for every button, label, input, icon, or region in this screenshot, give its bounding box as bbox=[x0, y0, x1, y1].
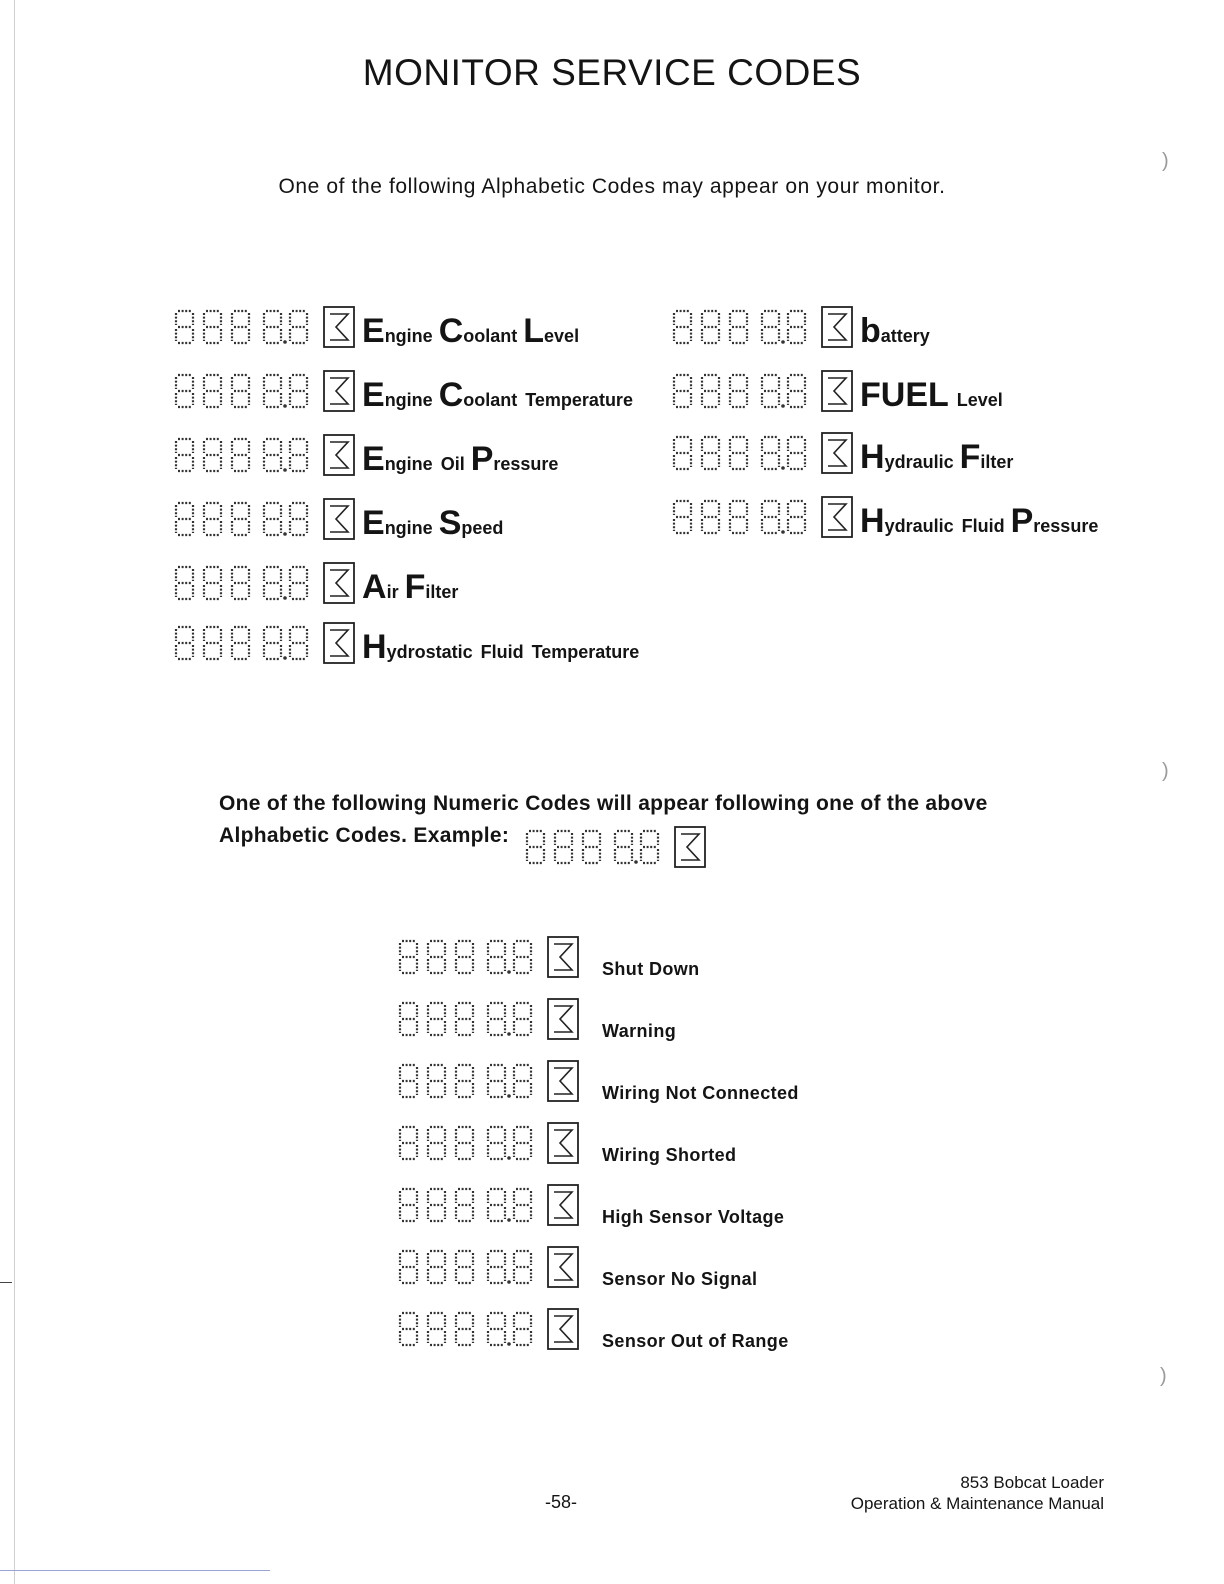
label-text: oolant bbox=[463, 326, 518, 346]
lcd-display-icon bbox=[396, 1246, 582, 1288]
numeric-code-row bbox=[396, 1244, 757, 1288]
label-text: oolant bbox=[463, 390, 518, 410]
label-text: ngine bbox=[384, 390, 433, 410]
scan-bottom-line bbox=[0, 1570, 270, 1571]
lcd-display-icon bbox=[670, 370, 856, 412]
lcd-display-icon bbox=[670, 306, 856, 348]
label-text: Oil bbox=[440, 454, 465, 474]
label-text: ngine bbox=[384, 326, 433, 346]
numeric-intro bbox=[219, 788, 988, 852]
page-title: MONITOR SERVICE CODES bbox=[362, 52, 862, 93]
code-label bbox=[860, 504, 1098, 538]
label-initial: C bbox=[438, 312, 464, 350]
label-text: ressure bbox=[1033, 516, 1099, 536]
label-text: ilter bbox=[980, 452, 1014, 472]
label-initial: P bbox=[470, 440, 494, 478]
manual-title-line-2: Operation & Maintenance Manual bbox=[850, 1494, 1104, 1513]
margin-tick bbox=[0, 1282, 12, 1283]
lcd-display-icon bbox=[172, 498, 358, 540]
label-text: evel bbox=[544, 326, 580, 346]
code-row bbox=[172, 560, 458, 604]
code-row bbox=[172, 496, 503, 540]
numeric-code-label: Sensor No Signal bbox=[602, 1269, 758, 1289]
lcd-display-icon bbox=[396, 936, 582, 978]
label-initial: H bbox=[860, 502, 885, 540]
numeric-code-label: High Sensor Voltage bbox=[602, 1207, 785, 1227]
code-row bbox=[670, 494, 1098, 538]
label-initial: L bbox=[523, 312, 545, 350]
label-text: peed bbox=[461, 518, 504, 538]
label-initial: C bbox=[438, 376, 464, 414]
label-text: ir bbox=[386, 582, 399, 602]
manual-title bbox=[851, 1472, 1104, 1514]
lcd-display-icon bbox=[396, 1060, 582, 1102]
page-number: -58- bbox=[545, 1492, 578, 1512]
scan-mark: ) bbox=[1162, 150, 1169, 172]
code-row bbox=[172, 368, 633, 412]
numeric-code-label: Warning bbox=[602, 1021, 677, 1041]
label-text: ressure bbox=[493, 454, 559, 474]
code-label bbox=[860, 314, 930, 348]
label-initial: H bbox=[860, 438, 885, 476]
code-row bbox=[172, 620, 639, 664]
lcd-display-icon bbox=[172, 370, 358, 412]
label-text: attery bbox=[880, 326, 930, 346]
label-text: Fluid bbox=[961, 516, 1005, 536]
label-text: ydraulic bbox=[884, 452, 954, 472]
scan-mark: ) bbox=[1160, 1365, 1167, 1387]
label-initial: F bbox=[404, 568, 426, 606]
code-row bbox=[172, 432, 558, 476]
label-initial: E bbox=[362, 376, 385, 414]
numeric-code-row bbox=[396, 934, 700, 978]
lcd-display-icon bbox=[396, 1184, 582, 1226]
numeric-code-label: Shut Down bbox=[602, 959, 700, 979]
lcd-display-icon bbox=[172, 306, 358, 348]
label-text: Fluid bbox=[480, 642, 524, 662]
label-initial: P bbox=[1010, 502, 1034, 540]
label-initial: b bbox=[860, 312, 881, 350]
lcd-display-icon bbox=[523, 826, 709, 868]
lcd-display-icon bbox=[172, 622, 358, 664]
lcd-display-icon bbox=[670, 432, 856, 474]
code-row bbox=[670, 430, 1013, 474]
numeric-code-row bbox=[396, 996, 676, 1040]
label-text: ngine bbox=[384, 454, 433, 474]
code-label bbox=[362, 314, 579, 348]
lcd-display-icon bbox=[396, 998, 582, 1040]
label-text: ilter bbox=[425, 582, 459, 602]
label-initial: F bbox=[959, 438, 981, 476]
code-label bbox=[362, 630, 639, 664]
binding-edge bbox=[14, 0, 15, 1584]
numeric-code-label: Wiring Not Connected bbox=[602, 1083, 799, 1103]
code-label bbox=[362, 378, 633, 412]
code-label bbox=[362, 442, 558, 476]
numeric-code-row bbox=[396, 1058, 799, 1102]
numeric-code-label: Sensor Out of Range bbox=[602, 1331, 789, 1351]
code-label bbox=[860, 440, 1013, 474]
lcd-display-icon bbox=[172, 434, 358, 476]
code-row bbox=[670, 304, 930, 348]
label-text: Level bbox=[956, 390, 1003, 410]
lcd-display-icon bbox=[396, 1122, 582, 1164]
scan-mark: ) bbox=[1162, 760, 1169, 782]
manual-title-line-1: 853 Bobcat Loader bbox=[960, 1473, 1104, 1492]
label-text: ydrostatic bbox=[386, 642, 473, 662]
label-initial: E bbox=[362, 312, 385, 350]
label-text: ngine bbox=[384, 518, 433, 538]
alphabetic-intro: One of the following Alphabetic Codes may appear on your monitor. bbox=[278, 175, 946, 198]
code-row bbox=[670, 368, 1003, 412]
numeric-intro-line-1: One of the following Numeric Codes will appear following one of the above bbox=[219, 792, 988, 815]
code-label bbox=[362, 570, 458, 604]
label-initial: S bbox=[438, 504, 462, 542]
label-text: ydraulic bbox=[884, 516, 954, 536]
code-label bbox=[860, 378, 1003, 412]
label-text: Temperature bbox=[525, 390, 633, 410]
numeric-intro-line-2: Alphabetic Codes. Example: bbox=[219, 824, 510, 847]
numeric-code-row bbox=[396, 1182, 784, 1226]
lcd-display-icon bbox=[670, 496, 856, 538]
numeric-code-label: Wiring Shorted bbox=[602, 1145, 737, 1165]
numeric-code-row bbox=[396, 1306, 789, 1350]
code-row bbox=[172, 304, 579, 348]
label-initial: E bbox=[362, 504, 385, 542]
label-initial: FUEL bbox=[860, 376, 949, 414]
label-initial: E bbox=[362, 440, 385, 478]
code-label bbox=[362, 506, 503, 540]
label-text: Temperature bbox=[531, 642, 640, 662]
label-initial: H bbox=[362, 628, 387, 666]
lcd-display-icon bbox=[172, 562, 358, 604]
label-initial: A bbox=[362, 568, 387, 606]
lcd-display-icon bbox=[396, 1308, 582, 1350]
numeric-code-row bbox=[396, 1120, 736, 1164]
